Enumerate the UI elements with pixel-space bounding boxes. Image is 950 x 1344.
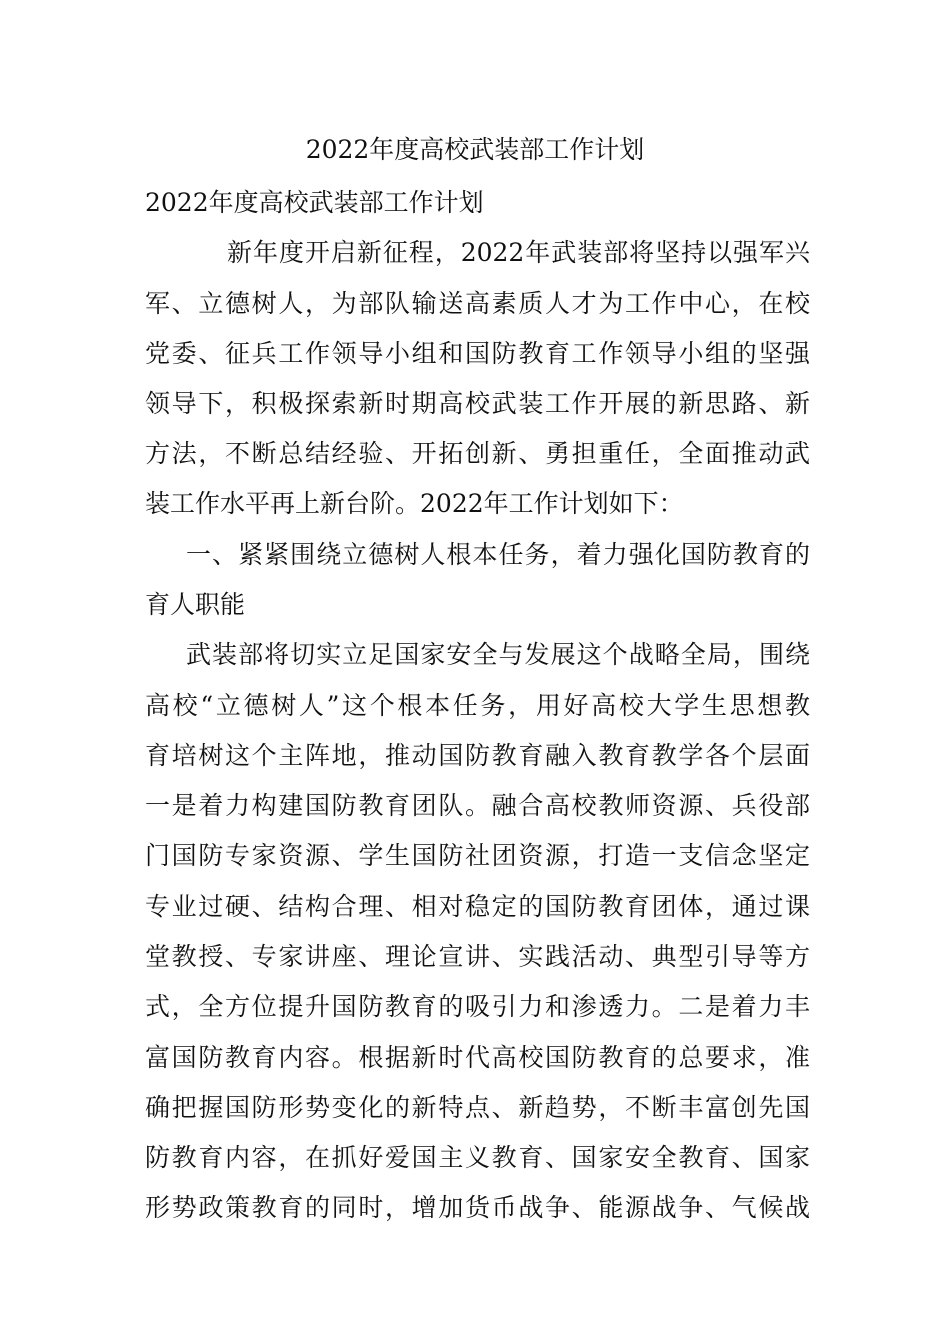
paragraph-line: 富国防教育内容。根据新时代高校国防教育的总要求，准 [145, 1043, 810, 1072]
section-heading-line: 育人职能 [145, 590, 246, 619]
paragraph-line: 确把握国防形势变化的新特点、新趋势，不断丰富创先国 [145, 1093, 810, 1122]
paragraph-line: 育培树这个主阵地，推动国防教育融入教育教学各个层面 [145, 741, 810, 770]
paragraph-line: 新年度开启新征程，2022年武装部将坚持以强军兴 [227, 238, 810, 267]
document-subtitle: 2022年度高校武装部工作计划 [145, 188, 484, 217]
paragraph-line: 领导下，积极探索新时期高校武装工作开展的新思路、新 [145, 389, 810, 418]
paragraph-line: 武装部将切实立足国家安全与发展这个战略全局，围绕 [186, 640, 810, 669]
paragraph-line: 专业过硬、结构合理、相对稳定的国防教育团体，通过课 [145, 892, 810, 921]
paragraph-line: 一是着力构建国防教育团队。融合高校教师资源、兵役部 [145, 791, 810, 820]
paragraph-line: 堂教授、专家讲座、理论宣讲、实践活动、典型引导等方 [145, 942, 810, 971]
paragraph-line: 高校“立德树人”这个根本任务，用好高校大学生思想教 [145, 691, 810, 720]
section-heading-line: 一、紧紧围绕立德树人根本任务，着力强化国防教育的 [186, 540, 810, 569]
paragraph-line: 装工作水平再上新台阶。2022年工作计划如下： [145, 489, 684, 518]
paragraph-line: 形势政策教育的同时，增加货币战争、能源战争、气候战 [145, 1193, 810, 1222]
paragraph-line: 防教育内容，在抓好爱国主义教育、国家安全教育、国家 [145, 1143, 810, 1172]
paragraph-line: 军、立德树人，为部队输送高素质人才为工作中心，在校 [145, 289, 810, 318]
paragraph-line: 门国防专家资源、学生国防社团资源，打造一支信念坚定 [145, 841, 810, 870]
document-title: 2022年度高校武装部工作计划 [305, 135, 645, 164]
paragraph-line: 党委、征兵工作领导小组和国防教育工作领导小组的坚强 [145, 339, 810, 368]
paragraph-line: 方法，不断总结经验、开拓创新、勇担重任，全面推动武 [145, 439, 810, 468]
paragraph-line: 式，全方位提升国防教育的吸引力和渗透力。二是着力丰 [145, 992, 810, 1021]
